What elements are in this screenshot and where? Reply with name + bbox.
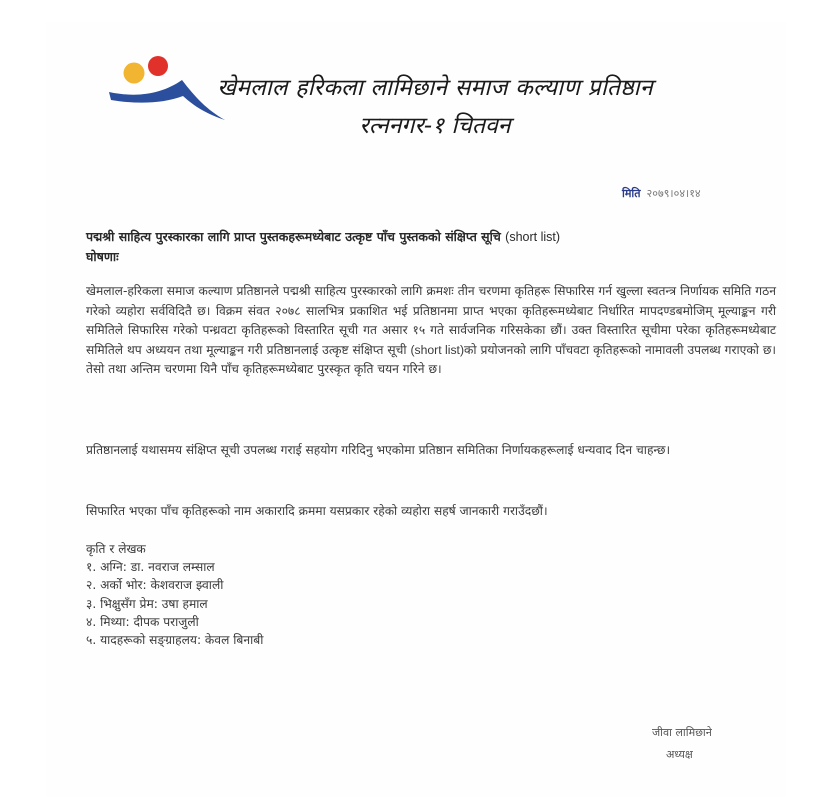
- list-item: ३. भिक्षुसँग प्रेम: उषा हमाल: [86, 596, 208, 611]
- date-value: २०७९।०४।१४: [646, 187, 701, 200]
- organization-name: खेमलाल हरिकला लामिछाने समाज कल्याण प्रतिष्ठान: [217, 75, 653, 101]
- paragraph-1-part-b: को प्रयोजनको लागि पाँचवटा कृतिहरूको नामावली उपलब्ध गराएको छ। तेसो तथा अन्तिम चरणमा यिनै पाँच कृतिहरूमध्येबाट पुरस्कृत कृति चयन गरिने छ।: [86, 342, 777, 376]
- paragraph-1-short-list: (short list): [410, 342, 465, 357]
- paragraph-1-part-a: खेमलाल-हरिकला समाज कल्याण प्रतिष्ठानले पद्मश्री साहित्य पुरस्कारको लागि क्रमशः तीन चरणमा कृतिहरू सिफारिस गर्न खुल्ला स्वतन्त्र निर्णायक समिति गठन गरेको व्यहोरा सर्वविदितै छ। विक्रम संवत २०७८ सालभित्र प्रकाशित भई प्रतिष्ठानमा प्राप्त भएका कृतिहरूमध्येबाट निर्धारित मापदण्डबमोजिम् मूल्याङ्कन गरी समितिले सिफारिस गरेको पन्ध्रवटा कृतिहरूको विस्तारित सूची गत असार १५ गते सार्वजनिक गरिसकेका छौं। उक्त विस्तारित सूचीमा परेका कृतिहरूमध्येबाट समितिले थप अध्ययन तथा मूल्याङ्कन गरी प्रतिष्ठानलाई उत्कृष्ट संक्षिप्त सूची: [86, 284, 776, 357]
- list-item: २. अर्को भोर: केशवराज झ्वाली: [86, 578, 224, 593]
- title-text: पद्मश्री साहित्य पुरस्कारका लागि प्राप्त पुस्तकहरूमध्येबाट उत्कृष्ट पाँच पुस्तकको संक्षिप्त सूचि: [86, 229, 506, 244]
- signature-block: [652, 722, 762, 766]
- foundation-logo-icon: [107, 52, 232, 122]
- date-label: मिति: [622, 187, 641, 200]
- body-paragraph-1: [86, 282, 776, 380]
- body-paragraph-2: प्रतिष्ठानलाई यथासमय संक्षिप्त सूची उपलब्ध गराई सहयोग गरिदिनु भएकोमा प्रतिष्ठान समितिका निर्णायकहरूलाई धन्यवाद दिन चाहन्छ।: [86, 443, 671, 457]
- letterhead: [105, 50, 665, 150]
- title-line-2: घोषणाः: [86, 249, 119, 264]
- signatory-title: अध्यक्ष: [666, 748, 693, 761]
- list-item: १. अग्नि: डा. नवराज लम्साल: [86, 560, 215, 575]
- signatory-name: जीवा लामिछाने: [652, 726, 712, 739]
- list-item: ५. यादहरूको सङ्ग्राहलय: केवल बिनाबी: [86, 633, 264, 648]
- list-item: ४. मिथ्या: दीपक पराजुली: [86, 614, 199, 629]
- title-short-list: (short list): [505, 230, 561, 244]
- book-list: [86, 540, 406, 649]
- organization-address: रत्ननगर-१ चितवन: [359, 113, 511, 139]
- body-paragraph-3: सिफारित भएका पाँच कृतिहरूको नाम अकारादि क्रममा यसप्रकार रहेको व्यहोरा सहर्ष जानकारी गराउँदछौं।: [86, 504, 548, 518]
- book-list-heading: कृति र लेखक: [86, 542, 146, 556]
- date-line: [622, 186, 701, 201]
- announcement-title: [86, 227, 776, 266]
